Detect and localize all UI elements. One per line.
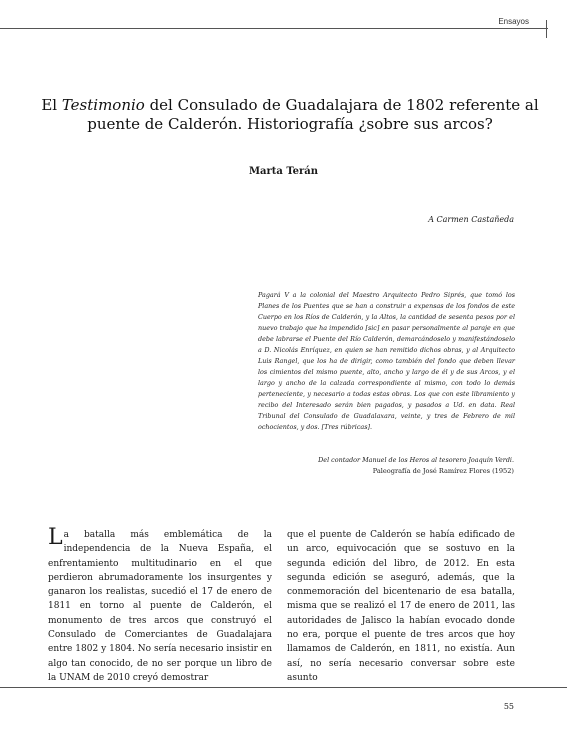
article-title [40,96,540,134]
body-column-right: que el puente de Calderón se había edificado de un arco, equivocación que se sostuvo en la segunda edición del libro, de 2012. En esta segunda edición se aseguró, además, que la conmemoración del bicentenario de esa batalla, misma que se realizó el 17 de enero de 2011, las autoridades de Jalisco la habían evocado donde no era, porque el puente de tres arcos que hoy llamamos de Calderón, en 1811, no existía. Aun así, no sería necesario conversar sobre este asunto [287,530,515,683]
title-prefix: El [41,96,62,114]
page-number: 55 [503,702,514,711]
title-italic: Testimonio [61,96,145,114]
drop-cap: L [48,525,63,550]
header-rule [0,28,548,29]
header-corner-rule [546,20,547,38]
epigraph-paleography: Paleografía de José Ramírez Flores (1952) [372,467,514,475]
body-column-left [48,525,272,685]
dedication: A Carmen Castañeda [428,215,514,224]
section-label: Ensayos [498,17,529,26]
title-rest: del Consulado de Guadalajara de 1802 referente al puente de Calderón. Historiografía ¿sobre sus arcos? [87,96,539,133]
footer-rule [0,687,567,688]
epigraph-text: Pagará V a la colonial del Maestro Arquitecto Pedro Siprés, que tomó los Planes de los Puentes que se han a construir a expensas de los fondos de este Cuerpo en los Ríos de Calderón, y la Altos, la cantidad de sesenta pesos por el nuevo trabajo que ha impendido [sic] en pasar personalmente al paraje en que debe labrarse el Puente del Río Calderón, demarcándoselo y manifestándoselo a D. Nicolás Enríquez, en quien se han remitido dichos obras, y al Arquitecto Luis Rangel, que los ha de dirigir, como también del fondo que deben llevar los cimientos del mismo puente, alto, ancho y largo de él y de sus Arcos, y el largo y ancho de la calzada correspondiente al mismo, con todo lo demás perteneciente, y necesario a todas estas obras. Los que con este libramiento y recibo del Interesado serán bien pagados, y pasados a Ud. en data. Real Tribunal del Consulado de Guadalaxara, veinte, y tres de Febrero de mil ochocientos, y dos. [Tres rúbricas]. [258,291,515,431]
epigraph-source: Del contador Manuel de los Heros al tesorero Joaquín Verdi. [318,456,514,464]
author-name: Marta Terán [248,166,319,177]
body-text-left: a batalla más emblemática de la independencia de la Nueva España, el enfrentamiento multitudinario en el que perdieron abrumadoramente los insurgentes y ganaron los realistas, sucedió el 17 de enero de 1811 en torno al puente de Calderón, el monumento de tres arcos que construyó el Consulado de Comerciantes de Guadalajara entre 1802 y 1804. No sería necesario insistir en algo tan conocido, de no ser porque un libro de la UNAM de 2010 creyó demostrar [48,530,272,683]
